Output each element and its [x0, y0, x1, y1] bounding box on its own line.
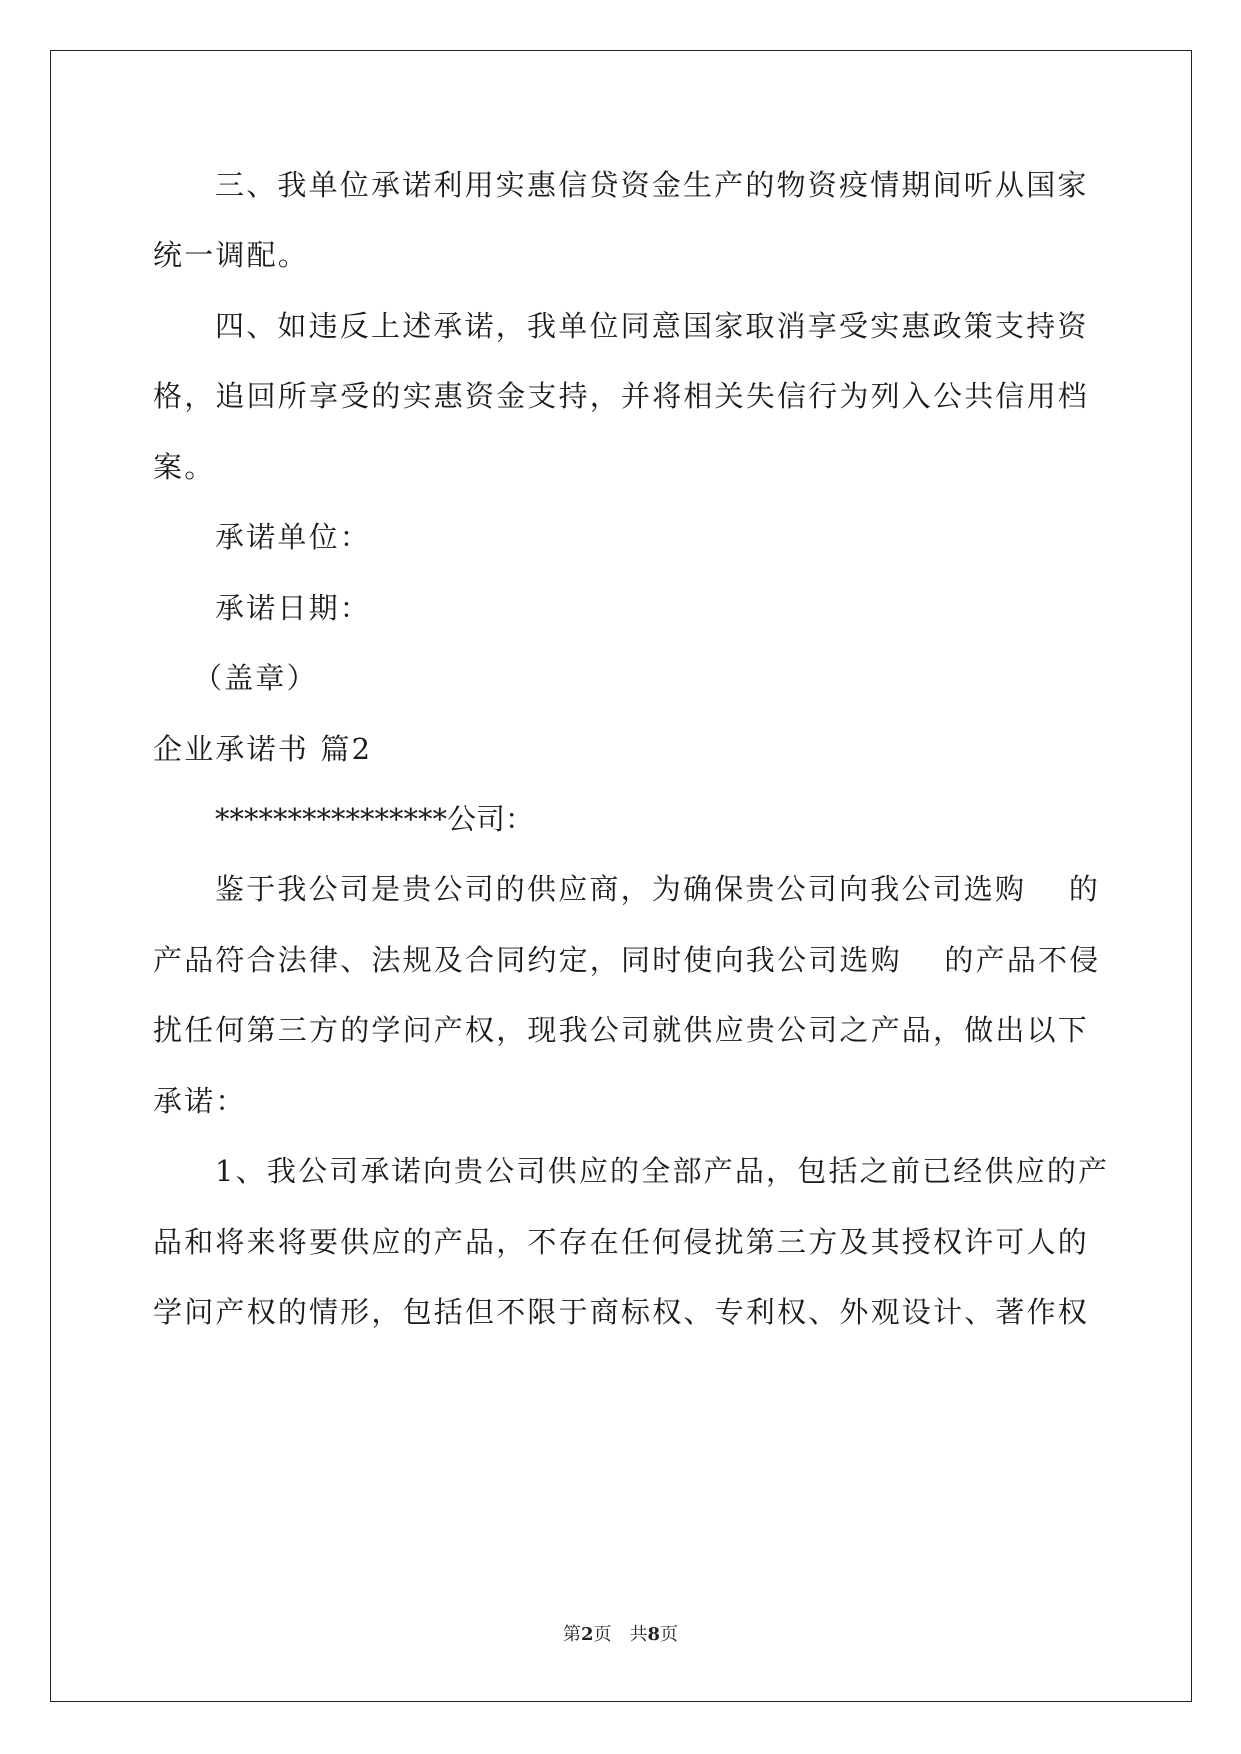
addressee-line: ****************公司： — [215, 802, 535, 836]
paragraph-line: 案。 — [153, 450, 216, 484]
paragraph-line: 1、我公司承诺向贵公司供应的全部产品，包括之前已经供应的产 — [215, 1154, 1110, 1188]
paragraph-line: 四、如违反上述承诺，我单位同意国家取消享受实惠政策支持资 — [215, 309, 1089, 343]
paragraph-line: 产品符合法律、法规及合同约定，同时使向我公司选购 的产品不侵 — [153, 943, 1101, 977]
paragraph-line: 格，追回所享受的实惠资金支持，并将相关失信行为列入公共信用档 — [153, 379, 1090, 413]
date-label: 承诺日期： — [215, 591, 372, 625]
seal-label: （盖章） — [193, 661, 318, 695]
paragraph-line: 学问产权的情形，包括但不限于商标权、专利权、外观设计、著作权 — [153, 1295, 1090, 1329]
page-footer — [0, 1620, 1241, 1646]
paragraph-line: 品和将来将要供应的产品，不存在任何侵扰第三方及其授权许可人的 — [153, 1225, 1090, 1259]
paragraph-line: 统一调配。 — [153, 238, 310, 272]
footer-suffix: 页 — [660, 1624, 679, 1645]
section-heading: 企业承诺书 篇2 — [153, 732, 373, 766]
paragraph-line: 扰任何第三方的学问产权，现我公司就供应贵公司之产品，做出以下 — [153, 1013, 1090, 1047]
footer-mid: 页 共 — [593, 1624, 648, 1645]
signatory-label: 承诺单位： — [215, 520, 372, 554]
paragraph-line: 承诺： — [153, 1084, 247, 1118]
paragraph-line: 三、我单位承诺利用实惠信贷资金生产的物资疫情期间听从国家 — [215, 168, 1089, 202]
current-page-number: 2 — [580, 1624, 594, 1645]
footer-prefix: 第 — [562, 1624, 581, 1645]
paragraph-line: 鉴于我公司是贵公司的供应商，为确保贵公司向我公司选购 的 — [215, 872, 1101, 906]
total-page-count: 8 — [647, 1624, 661, 1645]
